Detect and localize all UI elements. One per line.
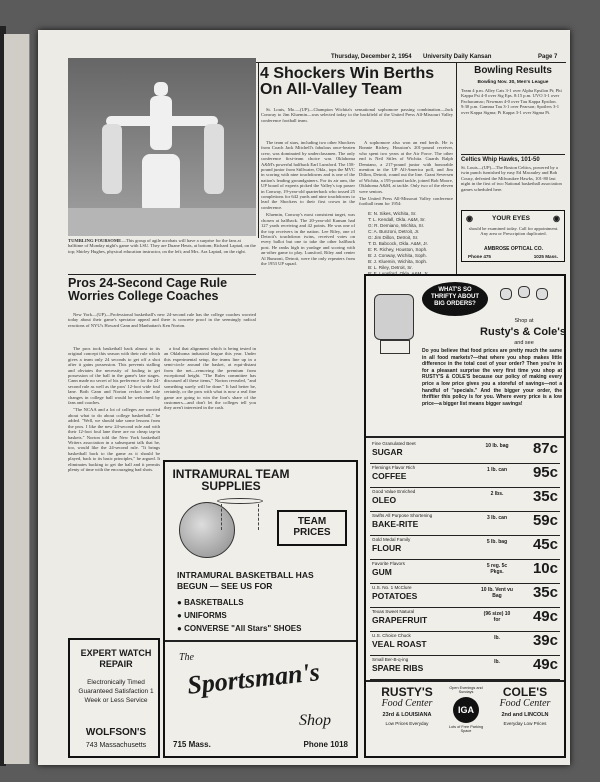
grocery-item bbox=[370, 608, 560, 632]
grocery-item-price: 35c bbox=[532, 584, 558, 601]
eyes-ad-shop: AMBROSE OPTICAL CO. bbox=[483, 246, 544, 252]
watch-ad-title: EXPERT WATCH REPAIR bbox=[80, 648, 152, 669]
intramural-title: INTRAMURAL TEAM SUPPLIES bbox=[172, 467, 290, 494]
intramural-item-label: CONVERSE "All Stars" SHOES bbox=[184, 624, 302, 633]
grocery-item-desc: Good Value Enriched bbox=[372, 489, 416, 494]
folio-paper: University Daily Kansan bbox=[423, 54, 492, 60]
bowling-rule bbox=[461, 154, 565, 155]
grocery-item bbox=[370, 656, 560, 680]
grocery-item-name: SUGAR bbox=[372, 447, 403, 457]
watch-ad-body: Electronically Timed Guaranteed Satisfaction 1 Week or Less Service bbox=[78, 679, 154, 704]
grocery-item-desc: Small Ber-B-q-ing bbox=[372, 657, 409, 662]
photo-caption-head: TUMBLING FOURSOME bbox=[68, 238, 122, 243]
sportsman-addr: 715 Mass. bbox=[173, 740, 211, 749]
bowling-body: Team 4 p.m. Alley Cats 3-1 over Alpha Epsilon Pi; Phi Kappa Psi 4-0 over Sig Eps. 8:15 p.m. UVO 3-1 over Pachacamac; Newman 4-0 over Tau Kappa Epsilon. 9:30 p.m. Gamma Tau 3-1 over Pearson; Spoilers 3-1 over Kappa Sigma; Pi Kappa 3-1 over Sigma Pi. bbox=[461, 88, 562, 115]
eye-icon-right: ◉ bbox=[553, 214, 560, 223]
grocery-bottom-rule bbox=[366, 680, 564, 682]
eyes-ad bbox=[461, 210, 565, 262]
and-see: and see bbox=[514, 340, 534, 346]
roster-entry: B: L. Riley, Detroit, Sr. bbox=[368, 265, 413, 270]
grocery-item bbox=[370, 488, 560, 512]
rustys-low: Low Prices Everyday bbox=[385, 721, 429, 727]
grocery-item-price: 10c bbox=[532, 560, 558, 577]
roster-entry: T: L. Kendall, Okla. A&M, Sr. bbox=[368, 217, 426, 222]
grocery-item-name: BAKE-RITE bbox=[372, 519, 419, 529]
brand-sportsman: Sportsman's bbox=[185, 657, 322, 700]
grocery-item bbox=[370, 464, 560, 488]
grocery-item-price: 35c bbox=[532, 488, 558, 505]
coles-addr: 2nd and LINCOLN bbox=[501, 712, 549, 719]
pros-headline: Pros 24-Second Cage Rule Worries College Coaches bbox=[68, 276, 228, 303]
brand-shop: Shop bbox=[299, 712, 331, 729]
iga-logo: IGA bbox=[453, 697, 479, 723]
grocery-item-name: COFFEE bbox=[372, 471, 407, 481]
iga-top: Open Evenings and Sundays bbox=[449, 686, 483, 695]
pros-col-a: The pros took basketball back almost to its original concept this season with their rule which gives a team only 24 seconds to get off a shot after it gains possession. This prevents stalling and obviates the necessity of fouling to get possession of the ball in the game's late stages. Cann made no secret of his preference for the 24-second rule as well as the pros' 12-foot wide foul lane. Both Cann and Norton reckon the rule changes in college ball would be welcomed by fans and coaches. "The NCAA and a lot of colleges are worried about what to do about college basketball," he added. "Well, we should take some lessons from the pros. I like the new 24-second rule and with their 12-foot foul lane there are no cheap tap-in baskets." Norton told the New York basketball Writers association in a subsequent talk that he, too, would like the 24-second rule. "It brings basketball back to the game as it should be played, back to its basic principles," he argued. It eliminates backing to get the ball and it permits plenty of time with the encouraging bad shots. bbox=[68, 346, 160, 472]
bowling-sub: Bowling Nov. 30, Men's League bbox=[477, 80, 549, 85]
grocery-item-desc: Fine Granulated Beet bbox=[372, 441, 416, 446]
eyes-ad-body: should be examined today. Call for appointment. Any area or Prescription duplicated. bbox=[468, 226, 559, 237]
grocery-item-desc: Texas Sweet Natural bbox=[372, 609, 415, 614]
bullet-icon: ● bbox=[177, 611, 185, 620]
grocery-item-price: 59c bbox=[532, 512, 558, 529]
eyes-ad-phone: Phone 475 bbox=[468, 254, 491, 259]
grocery-item-name: VEAL ROAST bbox=[372, 639, 427, 649]
shopping-cart-icon bbox=[380, 340, 410, 354]
roster-entry: G: Jim Dillon, Detroit, Sr. bbox=[368, 235, 419, 240]
roster-entry: E: R. Richey, Houston, Soph. bbox=[368, 247, 428, 252]
grocery-item-desc: Swifts All Purpose Shortening bbox=[372, 513, 433, 518]
grocery-item-name: OLEO bbox=[372, 495, 397, 505]
celtics-body: St. Louis—(UP)—The Boston Celtics, powered by a twin punch furnished by easy Ed Macauley and Bob Cousy, defeated the Milwaukee Hawks, 101-80 last night in the first of two National basketball association games scheduled here. bbox=[461, 165, 562, 192]
team-prices-badge: TEAM PRICES bbox=[277, 510, 347, 546]
grocery-item-qty: 1 lb. can bbox=[486, 467, 507, 473]
eye-icon: ◉ bbox=[466, 214, 473, 223]
thrifty-bubble: WHAT'S SO THRIFTY ABOUT BIG ORDERS? bbox=[422, 282, 488, 316]
folio-date: Thursday, December 2, 1954 bbox=[331, 54, 412, 60]
intramural-ad bbox=[163, 460, 358, 758]
grocery-item bbox=[370, 536, 560, 560]
intramural-item bbox=[177, 596, 357, 609]
grocery-item-desc: U.S. No. 1 McClure bbox=[372, 585, 412, 590]
grocery-item-qty: 3 lb. can bbox=[486, 515, 507, 521]
grocery-item bbox=[370, 632, 560, 656]
grocery-item-qty: 2 lbs. bbox=[490, 491, 504, 497]
intramural-rule bbox=[165, 640, 356, 642]
col-rule-1 bbox=[258, 63, 259, 238]
col-rule-2 bbox=[456, 63, 457, 301]
coles-low: Everyday Low Prices bbox=[503, 721, 547, 727]
newspaper-page bbox=[38, 30, 570, 765]
grocery-pitch: Do you believe that food prices are pretty much the same in all food markets?—that where you shop makes little difference in the total cost of your order? Then you're in for a pleasant surprise the very first time you shop at RUSTY'S & COLE'S because our policy of making every price a low price gives you a storeful of savings—not a handful of "specials." And the bigger your order, the thriftier this policy is for you. Where every price is a low price—a bigger list means bigger savings! bbox=[422, 348, 562, 407]
previous-page-edge bbox=[4, 34, 30, 764]
grocery-item-list bbox=[366, 440, 564, 680]
grocery-item-qty: lb. bbox=[494, 635, 500, 641]
eyes-ad-addr: 1025 Mass. bbox=[533, 254, 558, 259]
grocery-item bbox=[370, 560, 560, 584]
grocery-item-desc: U.S. Choice Chuck bbox=[372, 633, 411, 638]
acrobats-photo bbox=[68, 58, 256, 236]
sportsman-logo bbox=[169, 648, 352, 752]
photo-caption-text: —This group of agile acrobats will have a surprise for the fans at halftime of Monday night's game with LSU. They are Duane Heuts, at bottom; Richard Laptad, on the top; Shirley Hughes, physical education instructor, on the left; and Mrs. Ara Laptad, on the right. bbox=[68, 238, 256, 254]
pros-lead: New York—(UP)—Professional basketball's new 24-second rule has the college coaches worried today about their game's spectator appeal and there is concrete proof in the seemingly radical reactions of NYU's Howard Cann and Manhattan's Ken Norton. bbox=[68, 312, 256, 328]
grocery-item-desc: Favorite Flavors bbox=[372, 561, 405, 566]
shockers-lead: St. Louis, Mo.—(UP)—Champion Wichita's sensational sophomore passing combination—Jack Conway to Jim Kluemin—was selected today to the backfield of the United Press All-Missouri Valley conference football team. bbox=[261, 107, 453, 123]
watch-ad-shop: WOLFSON'S bbox=[85, 727, 147, 738]
shockers-col-b: A sophomore also won an end berth. He is Bonnie Richey, Houston's 201-pound receiver, who spent two years at the Air Force. The other end is Neil Stiles of Wichita. Guards Ralph Demiano, a 217-pound junior with honorable mention in the UP All-America poll, and Jim Dillon, Detroit, round out the line. Grant Seversen of Wichita, a 195-pound tackle, joined Bob Moore, Oklahoma A&M, at tackle. Only two of the eleven were seniors. bbox=[359, 140, 453, 194]
pros-col-b: a foul that alignment which is being tested in an Oklahoma industrial league this year. Under this experimental setup, the teams line up in a semi-circle around the basket, at equi-distant from the net—removing the premium from exceptional height. "The Rules committee has discussed all these items," Norton revealed, "and something surely will be done." It had better be, certainly, or the pros with what is now a real fine game are going to win the lion's share of the customers—and don't let the colleges tell you they aren't interested in the cash. bbox=[164, 346, 256, 411]
shopper-illustration bbox=[374, 294, 414, 340]
grocery-item-qty: 10 lb. bag bbox=[485, 443, 509, 449]
kids-illustration bbox=[496, 286, 556, 316]
roster-entry: B: J. Conway, Wichita, Soph. bbox=[368, 253, 427, 258]
roster-list bbox=[368, 211, 454, 277]
grocery-item-qty: 5 reg. 5c Pkgs. bbox=[486, 563, 508, 575]
grocery-item-price: 87c bbox=[532, 440, 558, 457]
intramural-item bbox=[177, 609, 357, 622]
rustys-addr: 23rd & LOUISIANA bbox=[382, 712, 432, 719]
roster-entry: C: A. Bunzoni, Detroit, Jr. bbox=[368, 229, 420, 234]
rusty-coles-name: Rusty's & Cole's bbox=[480, 326, 566, 338]
shop-at: Shop at bbox=[514, 318, 534, 324]
grocery-item bbox=[370, 512, 560, 536]
grocery-item-name: GRAPEFRUIT bbox=[372, 615, 428, 625]
folio-page: Page 7 bbox=[538, 54, 558, 60]
sportsman-phone: Phone 1018 bbox=[303, 740, 348, 749]
rustys-store bbox=[370, 686, 444, 752]
intramural-line: INTRAMURAL BASKETBALL HAS BEGUN — SEE US FOR bbox=[177, 570, 314, 591]
eyes-ad-title: YOUR EYES bbox=[492, 215, 530, 222]
roster-entry: T: D. Babcock, Okla. A&M, Jr. bbox=[368, 241, 428, 246]
grocery-item-qty: 5 lb. bag bbox=[486, 539, 508, 545]
coles-name: COLE'S bbox=[502, 685, 548, 699]
shockers-headline: 4 Shockers Win Berths On All-Valley Team bbox=[260, 65, 435, 99]
photo-figure-bottom bbox=[142, 154, 180, 214]
roster-entry: B: J. Kluemin, Wichita, Soph. bbox=[368, 259, 428, 264]
grocery-item-qty: 10 lb. Vent vu Bag bbox=[481, 587, 513, 599]
watch-repair-ad bbox=[68, 638, 160, 758]
intramural-item bbox=[177, 622, 357, 635]
photo-figure-right bbox=[204, 124, 224, 194]
iga-bot: Lots of Free Parking Space bbox=[448, 724, 484, 734]
shockers-col-a: The team of stars, including two other Shockers from Coach Jack Mitchell's fabulous once-beaten crew, was dominated by underclassmen. The only conference first-team choice was Oklahoma A&M's powerful halfback Earl Lunsford. The 158-pound junior from Stillwater, Okla., tops the MVC in scoring with nine touchdowns and is one of the nation's leading groundgainers. For its air arm, the UP board of experts picked the Valley's top passer in Conway, 19-year-old quarterback who tossed 25 completions for 642 yards and nine touchdowns to lead the Shockers to their first crown in the conference. Kluemin, Conway's most consistent target, was chosen at halfback. The 20-year-old Kansan had 127 yards receiving and 42 points. He was one of the top receivers in the nation. Lee Riley, one of Detroit's touchdown twins, received votes on every ballot but one to take the other halfback post. He ranks high in yardage and scoring with an-other game to play. Lunsford, Riley and center Al Bunzoni, Detroit, were the only repeaters from the 1953 UP squad. bbox=[261, 140, 355, 266]
grocery-item-desc: Flemings Flavor Rich bbox=[372, 465, 416, 470]
rustys-name: RUSTY'S bbox=[381, 685, 433, 699]
intramural-items bbox=[177, 596, 357, 635]
photo-figure-head bbox=[154, 82, 168, 96]
grocery-item bbox=[370, 440, 560, 464]
watch-ad-addr: 743 Massachusetts bbox=[85, 742, 147, 749]
brand-the: The bbox=[179, 652, 194, 663]
grocery-item-price: 39c bbox=[532, 632, 558, 649]
intramural-item-label: BASKETBALLS bbox=[184, 598, 244, 607]
bowling-headline: Bowling Results bbox=[474, 65, 552, 76]
coles-store bbox=[488, 686, 562, 752]
pros-rule bbox=[68, 274, 256, 275]
iga-block bbox=[446, 686, 486, 752]
grocery-item-name: GUM bbox=[372, 567, 392, 577]
bullet-icon: ● bbox=[177, 624, 185, 633]
grocery-item-qty: (96 size) 10 for bbox=[483, 611, 511, 623]
intramural-item-label: UNIFORMS bbox=[184, 611, 227, 620]
grocery-item-price: 49c bbox=[532, 656, 558, 673]
roster-entry: G: R. Demiano, Wichita, Sr. bbox=[368, 223, 425, 228]
photo-caption bbox=[68, 238, 256, 272]
rustys-sub: Food Center bbox=[381, 698, 433, 710]
photo-figure-arms bbox=[106, 116, 218, 126]
coles-sub: Food Center bbox=[499, 698, 551, 710]
grocery-item bbox=[370, 584, 560, 608]
grocery-item-name: POTATOES bbox=[372, 591, 418, 601]
grocery-ad bbox=[364, 274, 566, 758]
net-icon bbox=[221, 504, 259, 530]
grocery-item-name: SPARE RIBS bbox=[372, 663, 424, 673]
celtics-headline: Celtics Whip Hawks, 101-50 bbox=[461, 157, 540, 163]
bullet-icon: ● bbox=[177, 598, 185, 607]
photo-figure-left bbox=[102, 124, 122, 194]
grocery-item-desc: Gold Medal Family bbox=[372, 537, 411, 542]
photo-floor bbox=[68, 208, 256, 236]
roster-intro: The United Press All-Missouri Valley conference football team for 1954: bbox=[359, 196, 453, 207]
grocery-item-price: 49c bbox=[532, 608, 558, 625]
roster-entry: E: N. Sikes, Wichita, Sr. bbox=[368, 211, 417, 216]
grocery-item-name: FLOUR bbox=[372, 543, 402, 553]
grocery-top-rule bbox=[366, 436, 564, 438]
grocery-item-price: 45c bbox=[532, 536, 558, 553]
grocery-item-qty: lb. bbox=[494, 659, 500, 665]
grocery-item-price: 95c bbox=[532, 464, 558, 481]
